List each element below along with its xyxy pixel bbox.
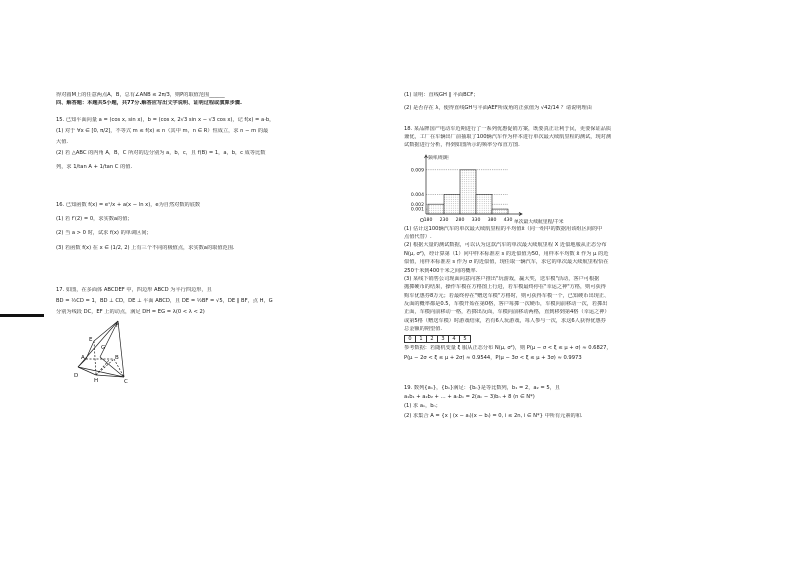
grid-cell: 5 xyxy=(460,336,471,343)
q15-line: 大值. xyxy=(56,139,69,146)
q17-line: BD = ½CD = 1，BD ⊥ CD，DE ⊥ 平面 ABCD，且 DE = ½BF = √5，DE ∥ BF，点 H，G xyxy=(56,298,273,305)
q18-ref-line: P(μ − 2σ < ξ ≤ μ + 2σ) ≈ 0.9544，P(μ − 3σ < ξ ≤ μ + 3σ) ≈ 0.9973 xyxy=(404,354,582,361)
q18-intro-line: 试数据进行分析，得到如图所示的频率分布直方图. xyxy=(404,142,520,149)
q17-line: 17. 如图，在多面体 ABCDEF 中，四边形 ABCD 为平行四边形，且 xyxy=(56,286,212,293)
y-tick-label: 0.004 xyxy=(410,192,424,198)
q18-ref-line: 参考数据：若随机变量 ξ 服从正态分布 N(μ, σ²)，则 P(μ − σ < ξ ≤ μ + σ) ≈ 0.6827， xyxy=(404,345,612,352)
question-17 xyxy=(56,287,370,317)
q18-line: 抛掷硬币的结果，操作车模在方格图上行进，若车模最终停在"幸运之神"方格，则可获得 xyxy=(404,284,606,291)
q17-part: (1) 证明：直线GH ∥ 平面BCF； xyxy=(404,92,479,98)
right-column xyxy=(404,92,718,421)
fig-label-E: E xyxy=(89,336,93,343)
q15-line: 列，求 1/tan A + 1/tan C 的值. xyxy=(56,163,133,170)
q18-line: 或第5格（赠送车模）时游戏结束，若有6人玩游戏，每人参与一次，求这6人获得优惠券 xyxy=(404,317,606,324)
q18-intro-line: 兼优，工厂在车辆出厂前抽取了100辆汽车作为样本进行单次最大续航里程的测试，现对测 xyxy=(404,133,612,140)
q19-line: a₁b₁ + a₂b₂ + … + aₙbₙ = 2(aₙ − 3)bₙ + 8 (n ∈ N*) xyxy=(404,394,535,401)
q18-line: 总金额的期望值. xyxy=(404,326,442,333)
x-tick-label: 280 xyxy=(455,217,465,223)
fig-label-H: H xyxy=(94,377,99,384)
q17-part: (2) 是否存在 λ，使得直线GH与平面AEF所成角的正弦值为 √42/14 ？请说明理由 xyxy=(404,105,592,112)
q15-line: (2) 若 △ABC 的内角 A，B，C 所对的边分别为 a，b，c，且 f(B) = 1，a，b，c 成等比数 xyxy=(56,150,266,157)
q16-line: (3) 若函数 f(x) 在 x ∈ (1/2, 2) 上有三个不同的极值点，求实数a的取值范围. xyxy=(56,244,235,251)
grid-cell: 4 xyxy=(449,336,460,343)
grid-cell: 3 xyxy=(438,336,449,343)
hist-ylabel: 频率/组距 xyxy=(428,155,449,161)
fig-label-A: A xyxy=(81,354,85,361)
q16-line: (2) 当 a > 0 时，试求 f(x) 的单调区间； xyxy=(56,230,152,237)
histogram-bar xyxy=(492,209,508,214)
fig-label-B: B xyxy=(115,354,119,361)
y-tick-label: 0.002 xyxy=(410,202,424,208)
q18-line: (1) 估计这100辆汽车的单次最大续航里程的平均值x̄（同一组中的数据用该组区间的中 xyxy=(404,225,603,232)
question-19 xyxy=(404,385,718,420)
left-edge-bar xyxy=(0,314,44,317)
q15-line: (1) 对于 ∀x ∈ [0, π/2]，不等式 m ≤ f(x) ≤ n（其中 m，n ∈ R）恒成立，求 n − m 的最 xyxy=(56,127,269,134)
hist-origin: O xyxy=(420,217,424,224)
x-tick-label: 330 xyxy=(471,217,481,223)
q19-line: (2) 求集合 A = {x | (x − aᵢ)(x − bᵢ) = 0, i ≤ 2n, i ∈ N*} 中所有元素的和. xyxy=(404,412,583,419)
histogram-bar xyxy=(460,169,476,213)
q17-line: 分别为线段 DC，EF 上的动点，满足 DH = EG = λ(0 < λ < 2) xyxy=(56,309,205,316)
x-tick-label: 380 xyxy=(487,217,497,223)
q18-line: 250千米到400千米之间的概率. xyxy=(404,267,478,274)
q18-line: (3) 某线下销售公司现面向意向客户推出"玩游戏，赢大奖，送车模"活动，客户可根据 xyxy=(404,275,600,282)
q14-tail: 得对圆M上的任意两点A，B，总有∠ANB ≤ 2π/3，则P的取值范围______ xyxy=(56,92,225,98)
question-15 xyxy=(56,117,370,171)
y-tick-label: 0.001 xyxy=(410,207,424,213)
histogram-bar xyxy=(476,194,492,214)
histogram-bar xyxy=(444,194,460,214)
q18-line: 正面，车模向前移动一格，若掷出反面，车模向前移动两格，直到移到第4格（幸运之神） xyxy=(404,309,610,316)
q18-line: 点值代替）. xyxy=(404,233,432,240)
question-18 xyxy=(404,126,718,150)
polyhedron-figure xyxy=(66,319,156,385)
q18-line: N(μ, σ²)，经计算第（1）问中样本标准差 s 的近似值为50，用样本平均数 x̄ 作为 μ 的近 xyxy=(404,250,609,257)
fig-label-C: C xyxy=(124,378,128,385)
q18-intro-line: 18. 某品牌国产电动车近期进行了一系列优惠促销方案，既要真正让利于民，更要保证品质 xyxy=(404,125,612,132)
q16-line: (1) 若 f′(2) = 0，求实数a的值； xyxy=(56,216,133,223)
q19-line: 19. 数列{aₙ}，{bₙ}满足：{bₙ}是等比数列，b₁ = 2，a₂ = 5，且 xyxy=(404,385,561,392)
q18-line: 购车优惠券8万元；若最终停在"赠送车模"方格时，则可获得车模一个，已知硬币出现正、 xyxy=(404,292,610,299)
fig-label-G: G xyxy=(101,344,106,351)
q19-line: (1) 求 aₙ，bₙ； xyxy=(404,403,441,410)
x-tick-label: 230 xyxy=(439,217,449,223)
q16-line: 16. 已知函数 f(x) = eˣ/x + a(x − ln x)，e为自然对数的底数 xyxy=(56,201,201,208)
fig-label-F: F xyxy=(116,322,120,329)
grid-cell: 2 xyxy=(427,336,438,343)
grid-cell: 1 xyxy=(416,336,427,343)
section-title: 四、解答题：本题共5小题，共77分.解答应写出文字说明、证明过程或演算步骤. xyxy=(56,100,242,107)
histogram-bar xyxy=(428,204,444,214)
question-16 xyxy=(56,202,370,252)
board-grid xyxy=(404,335,471,343)
fig-label-D: D xyxy=(74,372,79,379)
q18-line: 似值，用样本标准差 s 作为 σ 的近似值，现任取一辆汽车，求它的单次最大续航里程恰在 xyxy=(404,259,609,266)
y-tick-label: 0.009 xyxy=(410,167,424,173)
grid-cell: 0 xyxy=(405,336,416,343)
q15-line: 15. 已知平面向量 a = (cos x, sin x)，b = (cos x, 2√3 sin x − √3 cos x)，记 f(x) = a·b， xyxy=(56,116,275,123)
hist-xlabel: 单次最大续航里程/千米 xyxy=(514,219,564,225)
q18-parts xyxy=(404,226,718,334)
left-column xyxy=(56,92,370,385)
histogram-chart xyxy=(404,152,564,226)
x-tick-label: 180 xyxy=(423,217,433,223)
x-tick-label: 430 xyxy=(503,217,513,223)
q18-line: 反面的概率都是0.5，车模开始在第0格，客户每掷一次硬币，车模向前移动一次，若掷出 xyxy=(404,301,608,308)
q18-line: (2) 根据大量的测试数据，可以认为这款汽车的单次最大续航里程 X 近似地服从正态分布 xyxy=(404,242,607,249)
